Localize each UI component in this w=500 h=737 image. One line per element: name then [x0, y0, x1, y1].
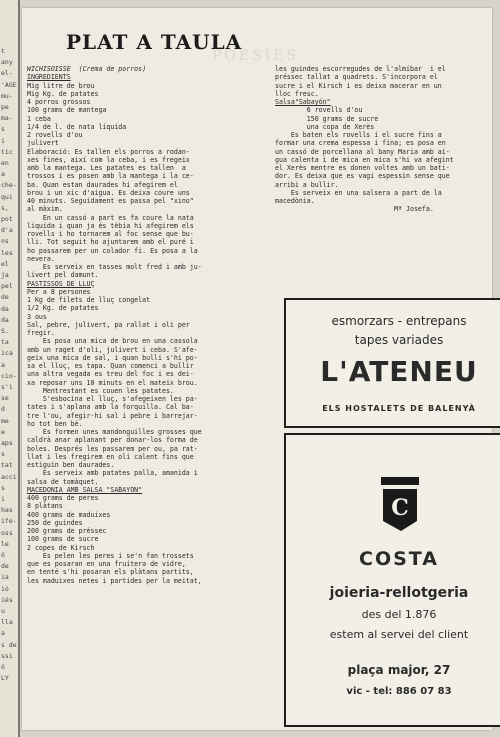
left-column-line: 100 grams de mantega	[27, 106, 107, 115]
left-column-line: brou i un xic d'aigua. Es deixa coure uns	[27, 188, 190, 197]
costa-advertisement	[284, 433, 500, 727]
faint-background-heading: POESIES	[212, 48, 300, 64]
left-column-line: sa el lluç, es tapa. Quan comenci a bullir	[27, 362, 194, 370]
left-column-line: 400 grams de peres	[27, 494, 99, 502]
strip-text-fragment: ife-	[1, 517, 17, 526]
left-column-line: 1 ceba	[27, 114, 51, 123]
left-column-line: tates i s'aplana amb la forquilla. Cal ba-	[27, 403, 194, 412]
recipes-right-column	[275, 65, 500, 214]
right-column-line: el Xerès mentre es donen voltes amb un bati-	[275, 164, 450, 172]
strip-text-fragment: me	[1, 416, 9, 425]
left-column-line: ho passarem per un colador fi. Es posa a la	[27, 246, 198, 255]
costa-line-2: des del 1.876	[361, 608, 437, 621]
right-column-line: arribi a bullir.	[275, 180, 339, 189]
right-column-line: lloc fresc.	[275, 89, 319, 98]
strip-text-fragment: les	[1, 248, 13, 257]
right-column-line: un cassó de porcellana al bany Maria amb ai-	[275, 147, 450, 156]
costa-phone: vic - tel: 886 07 83	[346, 686, 452, 697]
left-column-line: 2 rovells d'ou	[27, 131, 83, 139]
left-column-line: al màxim.	[27, 205, 63, 214]
costa-address: plaça major, 27	[347, 663, 451, 677]
left-column-line: fregir.	[27, 329, 55, 337]
left-column-line: ho tot ben bé.	[27, 419, 83, 428]
left-column-line: trossos i es posen amb la mantega i la ce-	[27, 172, 194, 181]
left-column-line: rovells i ho tornarem al foc sense que bu-	[27, 230, 194, 238]
strip-text-fragment: pot	[1, 215, 13, 223]
left-column-line: les maduixes netes i partides per la meitat,	[27, 576, 202, 585]
left-column-line: boles. Després les passarem per ou, pa rat-	[27, 444, 198, 453]
strip-text-fragment: ssi	[1, 651, 13, 660]
strip-text-fragment: da	[1, 304, 9, 313]
left-column-line: 250 de guindes	[27, 518, 83, 527]
page-title: PLAT A TAULA	[66, 30, 243, 54]
strip-text-fragment: s de	[1, 640, 17, 649]
strip-text-fragment: ta	[1, 338, 9, 347]
strip-text-fragment: i	[1, 136, 5, 145]
strip-text-fragment: cio-	[1, 371, 17, 380]
costa-logo-letter: C	[391, 495, 409, 521]
left-column-line: 40 minuts. Seguidament es passa pel "xino"	[27, 197, 194, 205]
left-column-line: xes fines, així com la ceba, i es fregeix	[27, 155, 190, 164]
strip-text-fragment: iés	[1, 595, 13, 604]
strip-text-fragment: en	[1, 159, 9, 167]
left-column-line: Es pelen les peres i se'n fan trossets	[27, 551, 194, 560]
ateneu-advertisement	[284, 298, 500, 428]
left-column-line: 2 copes de Kirsch	[27, 543, 95, 552]
strip-text-fragment: s	[1, 450, 5, 459]
left-column-line: Es serveix en tasses molt fred i amb ju-	[27, 263, 202, 271]
left-column-line: MACEDONIA AMB SALSA "SABAYON"	[27, 485, 143, 494]
left-column-line: líquida i quan ja és tèbia hi afegirem els	[27, 221, 194, 230]
recipes-left-column	[27, 65, 272, 585]
right-column-line: gua calenta i de mica en mica s'hi va afegint	[275, 155, 454, 164]
left-column-line: Mig Kg. de patates	[27, 89, 99, 98]
strip-text-fragment: i	[1, 495, 5, 503]
left-column-line: amb la mantega. Les patates es tallen a	[27, 164, 186, 172]
left-column-line: Per a 8 persones	[27, 287, 91, 296]
left-column-line: livert pel damunt.	[27, 271, 99, 280]
right-column-line: Salsa"Sabayón"	[275, 98, 331, 106]
left-column-line: julivert	[27, 139, 59, 148]
strip-text-fragment: qui	[1, 192, 13, 201]
left-column-line: Es formen unes mandonguilles grosses que	[27, 428, 202, 436]
left-column-line: Elaboració: Es tallen els porros a rodan-	[27, 147, 190, 156]
strip-text-fragment: s	[1, 483, 5, 492]
strip-text-fragment: le	[1, 539, 9, 548]
left-column-line: INGREDIENTS	[27, 73, 71, 82]
left-column-line: S'esbocina el lluç, s'afegeixen les pa-	[27, 395, 198, 403]
strip-text-fragment: has	[1, 506, 13, 515]
right-column-line: una copa de Xerès	[275, 122, 375, 131]
right-column-line: macedònia.	[275, 197, 315, 205]
left-column-line: tre l'ou, afegir-hi sal i pebre i barrejar-	[27, 411, 198, 420]
left-column-line: 1 Kg de filets de lluç congelat	[27, 296, 151, 304]
left-column-line: 1/2 Kg. de patates	[27, 304, 99, 313]
right-column-line: 150 grams de sucre	[275, 114, 379, 123]
left-column-line: 8 plàtans	[27, 502, 63, 511]
strip-text-fragment: ica	[1, 349, 13, 358]
strip-text-fragment: aps	[1, 439, 13, 447]
strip-text-fragment: e	[1, 427, 5, 436]
strip-text-fragment: any	[1, 58, 13, 67]
magazine-page	[22, 8, 492, 730]
strip-text-fragment: s	[1, 125, 5, 134]
left-column-line: geix una mica de sal, i quan bulli s'hi po-	[27, 353, 198, 362]
strip-text-fragment: ió	[1, 584, 9, 593]
right-column-line: Mª Josefa.	[275, 205, 434, 214]
right-column-line: sucre i el Kirsch i es deixa macerar en un	[275, 81, 442, 90]
strip-text-fragment: s'i	[1, 383, 13, 391]
strip-text-fragment: el	[1, 259, 9, 268]
strip-text-fragment: tat	[1, 461, 13, 470]
left-column-line: Sal, pebre, julivert, pa rallat i oli per	[27, 320, 190, 329]
strip-text-fragment: oss	[1, 528, 13, 537]
costa-name: COSTA	[359, 548, 439, 570]
left-column-line: WICHISOISSE (Crema de porros)	[27, 65, 147, 73]
strip-text-fragment: acci	[1, 472, 17, 481]
ateneu-tagline: ELS HOSTALETS DE BALENYÀ	[322, 404, 476, 413]
costa-line-3: estem al servei del client	[329, 628, 469, 641]
left-column-line: 100 grams de sucre	[27, 535, 99, 544]
left-column-line: Mig litre de brou	[27, 81, 95, 90]
strip-text-fragment: de	[1, 562, 9, 571]
adjacent-page-strip	[0, 0, 20, 737]
strip-text-fragment: ma-	[1, 114, 13, 123]
right-column-line: préssec tallat a quadrets. S'incorpora el	[275, 73, 438, 82]
right-column-line: les guindes escorregudes de l'almíbar i el	[275, 65, 446, 73]
strip-text-fragment: el-	[1, 69, 13, 78]
strip-text-fragment: che-	[1, 181, 17, 190]
left-column-line: xa reposar uns 10 minuts en el mateix brou.	[27, 378, 198, 387]
left-column-line: llat i les fregirem en oli calent fins que	[27, 452, 194, 461]
strip-text-fragment: s,	[1, 203, 9, 212]
left-column-line: estiguin ben daurades.	[27, 461, 115, 469]
left-column-line: en tenté s'hi posaran els plàtans partits,	[27, 568, 194, 577]
left-column-line: Mentrestant es couen les patates.	[27, 386, 174, 395]
right-column-line: Es serveix en una salsera a part de la	[275, 188, 442, 197]
left-column-line: una altra vegada es treu del foc i es dei-	[27, 370, 194, 379]
strip-text-fragment: da	[1, 315, 9, 324]
strip-text-fragment: u	[1, 607, 5, 615]
strip-text-fragment: ja	[1, 271, 9, 279]
strip-text-fragment: ó	[1, 551, 5, 559]
left-column-line: nevera.	[27, 254, 55, 263]
strip-text-fragment: a	[1, 170, 5, 179]
left-column-line: que es posaran en una fruitera de vidre,	[27, 560, 186, 568]
ateneu-name: L'ATENEU	[320, 355, 478, 388]
left-column-line: 200 grams de préssec	[27, 527, 107, 535]
right-column-line: 6 rovells d'ou	[275, 106, 363, 115]
strip-text-fragment: d'a	[1, 226, 13, 235]
left-column-line: Es serveix amb patates palla, amanida i	[27, 469, 198, 478]
right-column-line: dor. Es deixa que es vagi espessin sense que	[275, 172, 450, 181]
strip-text-fragment: t	[1, 47, 5, 55]
strip-text-fragment: de	[1, 293, 9, 302]
strip-text-fragment: pel	[1, 282, 13, 291]
strip-text-fragment: pe	[1, 103, 9, 111]
left-column-line: 400 grams de maduixes	[27, 510, 111, 519]
left-column-line: PASTISSOS DE LLUÇ	[27, 279, 95, 288]
strip-text-fragment: ns	[1, 237, 9, 246]
left-column-line: 1/4 de l. de nata líquida	[27, 122, 127, 131]
strip-text-fragment: ó	[1, 663, 5, 671]
right-column-line: Es baten els rovells i el sucre fins a	[275, 131, 442, 139]
strip-text-fragment: tic	[1, 147, 13, 156]
strip-text-fragment: S.	[1, 327, 9, 335]
strip-text-fragment: ia	[1, 573, 9, 582]
left-column-line: En un cassó a part es fa coure la nata	[27, 213, 194, 222]
ateneu-line-2: tapes variades	[354, 333, 444, 347]
strip-text-fragment: a	[1, 360, 5, 369]
strip-text-fragment: 'AGE	[1, 80, 17, 89]
left-column-line: 4 porros grossos	[27, 98, 91, 106]
ateneu-line-1: esmorzars - entrepans	[331, 314, 467, 328]
costa-logo-icon	[381, 477, 419, 531]
left-column-line: lli. Tot seguit ho ajuntarem amb el puré i	[27, 238, 194, 247]
strip-text-fragment: LY	[1, 674, 9, 683]
strip-text-fragment: mu-	[1, 91, 13, 100]
left-column-line: Es posa una mica de brou en una cassola	[27, 337, 198, 346]
strip-text-fragment: lla	[1, 618, 13, 627]
strip-text-fragment: d	[1, 405, 5, 414]
left-column-line: ba. Quan estan daurades hi afegirem el	[27, 180, 178, 189]
costa-line-1: joieria-rellotgeria	[329, 585, 469, 601]
left-column-line: salsa de tomàquet.	[27, 477, 99, 486]
left-column-line: 3 ous	[27, 312, 47, 321]
left-column-line: caldrà anar aplanant per donar-los forma de	[27, 436, 198, 445]
strip-text-fragment: a	[1, 629, 5, 638]
strip-text-fragment: se	[1, 394, 9, 403]
left-column-line: amb un raget d'oli, julivert i ceba. S'afe-	[27, 345, 198, 354]
right-column-line: formar una crema espessa i fina; es posa en	[275, 139, 446, 148]
